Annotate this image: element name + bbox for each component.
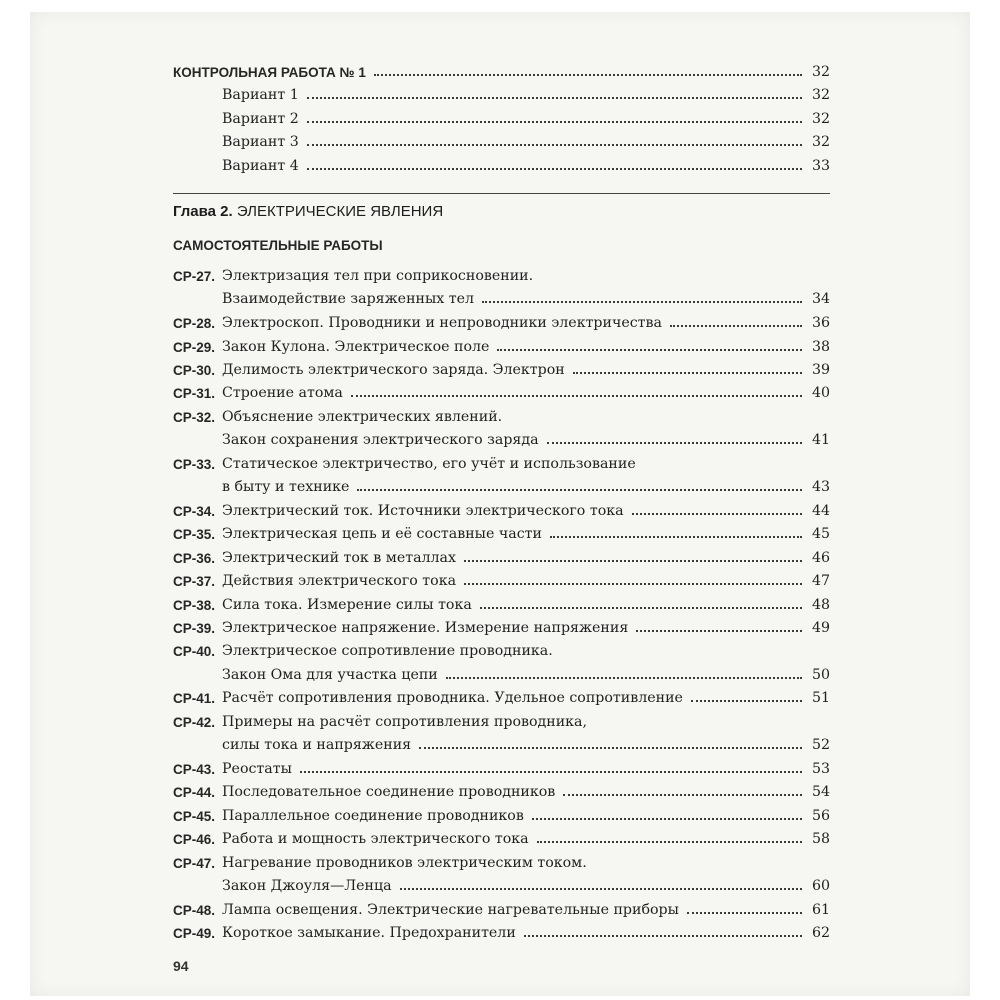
work-title: Примеры на расчёт сопротивления проводника, [222,714,588,730]
work-code: СР-43. [173,762,216,777]
work-code: СР-33. [173,457,216,472]
work-title: Закон Джоуля—Ленца [222,878,392,894]
page-ref: 44 [811,503,830,519]
work-title: Закон сохранения электрического заряда [222,432,539,448]
work-code: СР-38. [173,598,216,613]
page-ref: 52 [811,737,830,753]
leader-dots [532,818,802,820]
toc-entry-sr44[interactable] [173,779,830,803]
control-work-title: КОНТРОЛЬНАЯ РАБОТА № 1 [173,65,366,80]
work-title: Короткое замыкание. Предохранители [222,925,516,941]
work-title: Закон Кулона. Электрическое поле [222,339,490,355]
page-ref: 36 [811,315,830,331]
leader-dots [632,513,802,515]
leader-dots [547,442,802,444]
work-code: СР-27. [173,269,216,284]
toc-entry-variant-1[interactable] [173,82,830,106]
leader-dots [497,349,802,351]
page-ref: 49 [811,620,830,636]
leader-dots [550,536,802,538]
work-code: СР-45. [173,809,216,824]
leader-dots [307,121,802,123]
work-code: СР-49. [173,926,216,941]
work-title: Взаимодействие заряженных тел [222,291,475,307]
leader-dots [300,771,802,773]
work-title: Электрическое сопротивление проводника. [222,643,553,659]
page-ref: 53 [811,761,830,777]
leader-dots [480,607,802,609]
toc-entry-sr37[interactable] [173,568,830,592]
page-ref: 51 [811,690,830,706]
variant-label: Вариант 4 [222,158,299,174]
work-title: Электроскоп. Проводники и непроводники электричества [222,315,662,331]
toc-entry-sr43[interactable] [173,756,830,780]
work-title: Электризация тел при соприкосновении. [222,268,534,284]
work-title: Электрическое напряжение. Измерение напряжения [222,620,629,636]
toc-entry-sr48[interactable] [173,897,830,921]
toc-entry-sr45[interactable] [173,803,830,827]
work-code: СР-44. [173,785,216,800]
toc-entry-sr39[interactable] [173,615,830,639]
leader-dots [537,841,802,843]
page-ref: 45 [811,526,830,542]
toc-entry-sr42-cont[interactable] [173,732,830,756]
work-code: СР-46. [173,832,216,847]
work-title: Электрический ток в металлах [222,550,457,566]
toc-entry-sr41[interactable] [173,685,830,709]
toc-entry-sr36[interactable] [173,545,830,569]
work-title: Работа и мощность электрического тока [222,831,529,847]
page-number: 94 [173,958,189,974]
leader-dots [636,630,802,632]
toc-entry-sr38[interactable] [173,592,830,616]
leader-dots [419,747,802,749]
toc-entry-sr40-cont[interactable] [173,662,830,686]
toc-entry-sr32-cont[interactable] [173,427,830,451]
work-code: СР-34. [173,504,216,519]
leader-dots [573,372,802,374]
toc-entry-variant-4[interactable] [173,153,830,177]
toc-entry-variant-2[interactable] [173,106,830,130]
work-code: СР-39. [173,621,216,636]
chapter-title: ЭЛЕКТРИЧЕСКИЕ ЯВЛЕНИЯ [236,203,444,220]
page-ref: 32 [811,87,830,103]
toc-entry-sr49[interactable] [173,920,830,944]
toc-entry-sr29[interactable] [173,334,830,358]
page-ref: 48 [811,597,830,613]
toc-entry-sr47-cont[interactable] [173,873,830,897]
variant-label: Вариант 1 [222,87,299,103]
work-title: Строение атома [222,385,343,401]
page-ref: 60 [811,878,830,894]
work-title: Расчёт сопротивления проводника. Удельное сопротивление [222,690,683,706]
toc-entry-sr33[interactable] [173,451,830,475]
leader-dots [351,395,802,397]
work-code: СР-35. [173,527,216,542]
work-title: Статическое электричество, его учёт и использование [222,456,636,472]
leader-dots [691,700,802,702]
page-ref: 43 [811,479,830,495]
work-code: СР-37. [173,574,216,589]
work-code: СР-41. [173,691,216,706]
leader-dots [357,489,802,491]
work-title: в быту и технике [222,479,350,495]
chapter-heading [173,203,443,220]
page-ref: 32 [811,134,830,150]
toc-entry-sr30[interactable] [173,357,830,381]
work-title: силы тока и напряжения [222,737,412,753]
leader-dots [482,301,802,303]
variant-label: Вариант 2 [222,111,299,127]
toc-entry-sr32[interactable] [173,404,830,428]
page-ref: 47 [811,573,830,589]
page-ref: 41 [811,432,830,448]
work-code: СР-28. [173,316,216,331]
work-title: Нагревание проводников электрическим током. [222,855,587,871]
page-ref: 39 [811,362,830,378]
work-code: СР-30. [173,363,216,378]
leader-dots [374,74,802,76]
chapter-prefix: Глава 2. [173,203,233,220]
leader-dots [307,144,802,146]
page-ref: 56 [811,808,830,824]
work-title: Сила тока. Измерение силы тока [222,597,472,613]
section-heading: САМОСТОЯТЕЛЬНЫЕ РАБОТЫ [173,238,383,253]
leader-dots [563,794,802,796]
work-title: Электрический ток. Источники электрического тока [222,503,624,519]
work-code: СР-31. [173,386,216,401]
page-ref: 62 [811,925,830,941]
work-code: СР-40. [173,644,216,659]
work-title: Объяснение электрических явлений. [222,409,503,425]
leader-dots [400,888,802,890]
work-title: Параллельное соединение проводников [222,808,524,824]
page-ref: 46 [811,550,830,566]
toc-entry-sr40[interactable] [173,638,830,662]
leader-dots [307,97,802,99]
toc-entry-sr46[interactable] [173,826,830,850]
page-ref: 32 [811,64,830,80]
page-ref: 54 [811,784,830,800]
toc-entry-sr27-cont[interactable] [173,286,830,310]
page-ref: 61 [811,902,830,918]
toc-entry-control-work[interactable] [173,59,830,83]
leader-dots [307,168,802,170]
work-title: Делимость электрического заряда. Электрон [222,362,565,378]
work-code: СР-36. [173,551,216,566]
work-title: Закон Ома для участка цепи [222,667,438,683]
toc-entry-sr28[interactable] [173,310,830,334]
page-ref: 40 [811,385,830,401]
page-ref: 34 [811,291,830,307]
toc-entry-sr35[interactable] [173,521,830,545]
leader-dots [687,912,802,914]
toc-entry-sr42[interactable] [173,709,830,733]
toc-entry-sr27[interactable] [173,263,830,287]
work-code: СР-29. [173,340,216,355]
work-title: Лампа освещения. Электрические нагревательные приборы [222,902,679,918]
divider [173,193,830,194]
leader-dots [670,325,802,327]
page-ref: 32 [811,111,830,127]
leader-dots [464,583,802,585]
work-code: СР-47. [173,856,216,871]
toc-entry-variant-3[interactable] [173,129,830,153]
toc-entry-sr47[interactable] [173,850,830,874]
leader-dots [446,677,802,679]
toc-entry-sr33-cont[interactable] [173,474,830,498]
work-code: СР-48. [173,903,216,918]
toc-entry-sr31[interactable] [173,380,830,404]
leader-dots [524,935,802,937]
toc-entry-sr34[interactable] [173,498,830,522]
work-title: Действия электрического тока [222,573,457,589]
work-title: Электрическая цепь и её составные части [222,526,542,542]
leader-dots [464,560,802,562]
page-ref: 38 [811,339,830,355]
page-ref: 58 [811,831,830,847]
work-title: Реостаты [222,761,292,777]
work-code: СР-42. [173,715,216,730]
page-ref: 33 [811,158,830,174]
work-title: Последовательное соединение проводников [222,784,556,800]
page-ref: 50 [811,667,830,683]
work-code: СР-32. [173,410,216,425]
variant-label: Вариант 3 [222,134,299,150]
